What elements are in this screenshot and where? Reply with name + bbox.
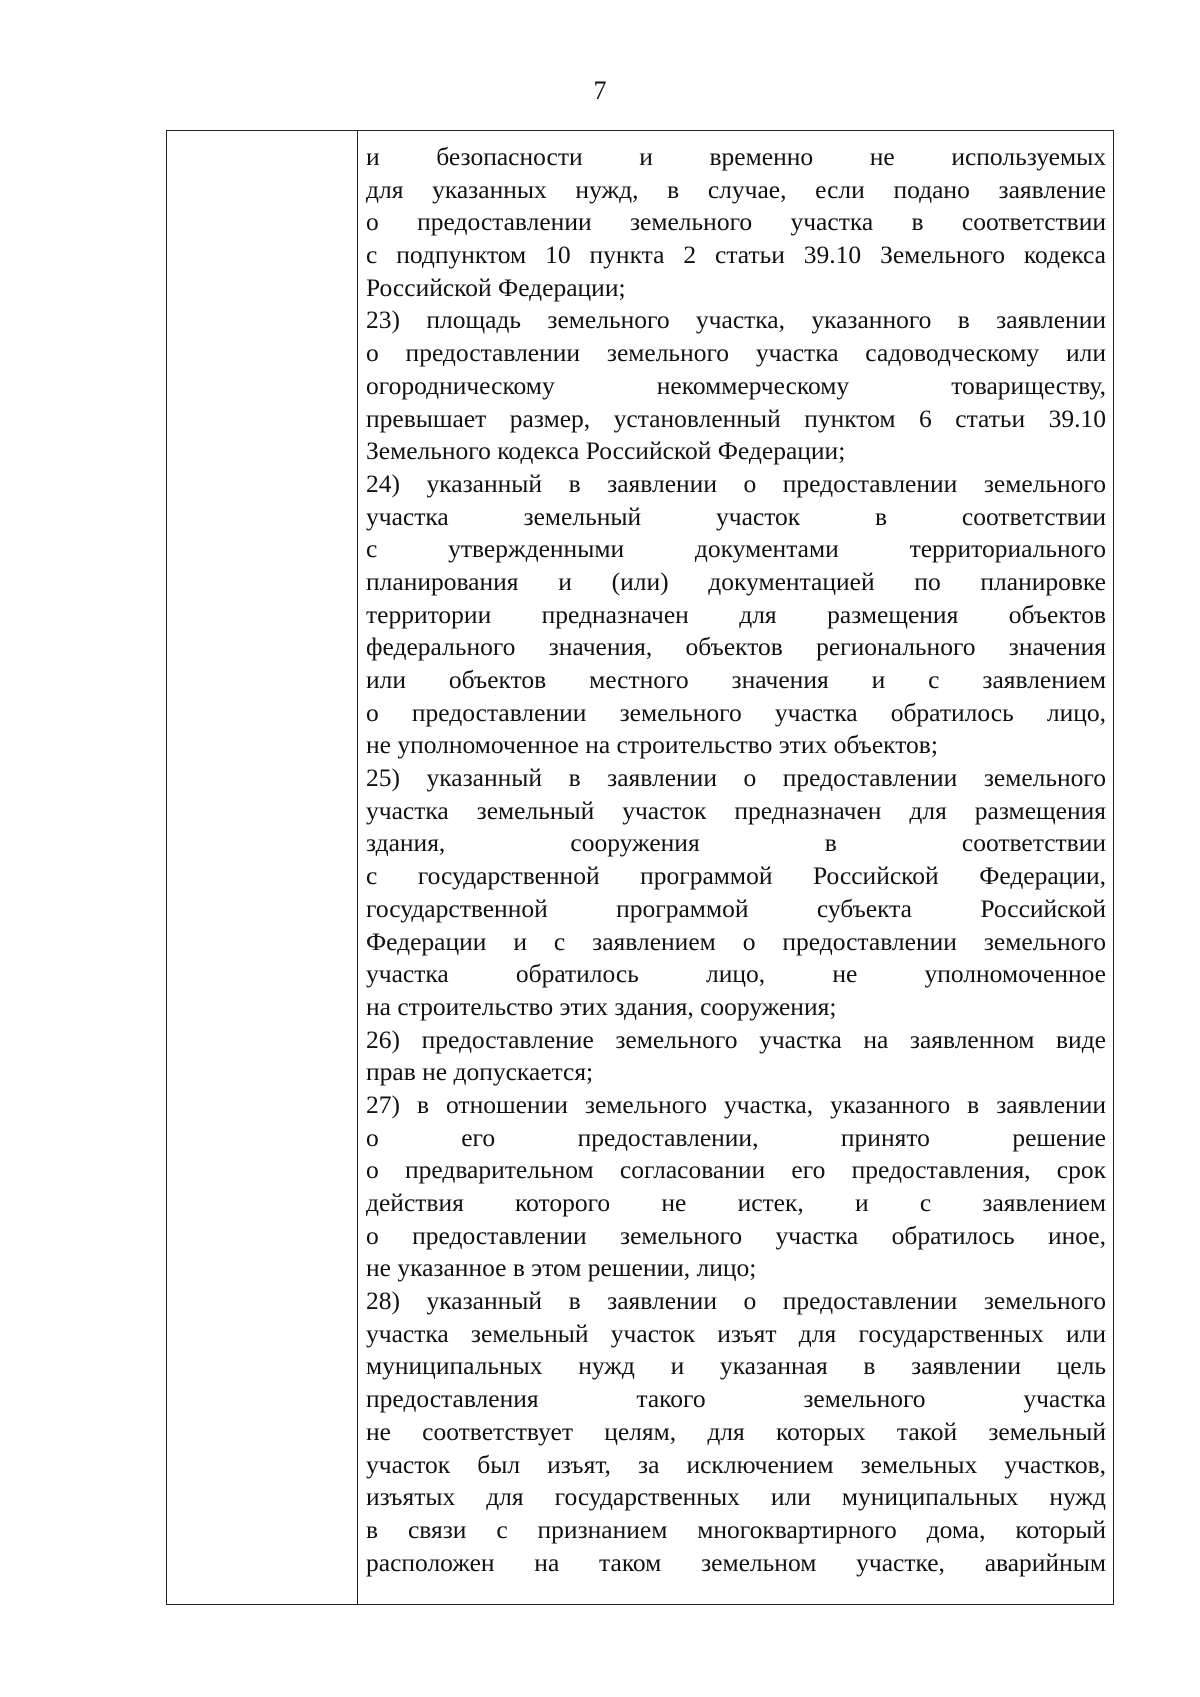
text-line: предоставления такого земельного участка	[366, 1384, 1106, 1414]
text-line: планирования и (или) документацией по планировке	[366, 566, 1106, 596]
text-line: 24) указанный в заявлении о предоставлении земельного	[366, 468, 1106, 498]
text-line: с подпунктом 10 пункта 2 статьи 39.10 Земельного кодекса	[366, 240, 1106, 270]
text-line: прав не допускается;	[366, 1057, 594, 1087]
text-line: не указанное в этом решении, лицо;	[366, 1253, 757, 1283]
text-line: о предоставлении земельного участка обратилось лицо,	[366, 697, 1106, 727]
text-line: участка земельный участок предназначен для размещения	[366, 795, 1106, 825]
text-line: Земельного кодекса Российской Федерации;	[366, 436, 846, 466]
text-line: 27) в отношении земельного участка, указанного в заявлении	[366, 1089, 1106, 1119]
text-line: 28) указанный в заявлении о предоставлении земельного	[366, 1286, 1106, 1316]
text-line: изъятых для государственных или муниципальных нужд	[366, 1482, 1106, 1512]
text-line: в связи с признанием многоквартирного дома, который	[366, 1514, 1106, 1544]
text-line: здания, сооружения в соответствии	[366, 828, 1106, 858]
document-table	[166, 130, 1114, 1605]
text-line: или объектов местного значения и с заявлением	[366, 665, 1106, 694]
table-text-cell	[366, 141, 1106, 1579]
text-line: 23) площадь земельного участка, указанного в заявлении	[366, 305, 1106, 335]
text-line: не уполномоченное на строительство этих объектов;	[366, 730, 938, 760]
page-number: 7	[593, 76, 607, 105]
text-line: о предоставлении земельного участка обратилось иное,	[366, 1220, 1106, 1250]
text-line: участка обратилось лицо, не уполномоченное	[366, 959, 1106, 989]
text-line: о его предоставлении, принято решение	[366, 1122, 1106, 1152]
text-line: превышает размер, установленный пунктом 6 статьи 39.10	[366, 403, 1106, 433]
text-line: с государственной программой Российской Федерации,	[366, 861, 1106, 891]
text-line: о предоставлении земельного участка садоводческому или	[366, 338, 1106, 368]
text-line: на строительство этих здания, сооружения;	[366, 991, 837, 1021]
text-line: 26) предоставление земельного участка на заявленном виде	[366, 1024, 1106, 1054]
text-line: Российской Федерации;	[366, 272, 626, 302]
text-line: действия которого не истек, и с заявлением	[366, 1188, 1106, 1217]
column-divider	[357, 131, 358, 1604]
text-line: участка земельный участок в соответствии	[366, 501, 1106, 531]
text-line: и безопасности и временно не используемых	[366, 142, 1106, 171]
text-line: с утвержденными документами территориального	[366, 534, 1106, 564]
text-line: муниципальных нужд и указанная в заявлении цель	[366, 1351, 1106, 1381]
text-line: огородническому некоммерческому товариществу,	[366, 370, 1106, 400]
text-line: 25) указанный в заявлении о предоставлении земельного	[366, 763, 1106, 793]
text-line: не соответствует целям, для которых такой земельный	[366, 1416, 1106, 1446]
text-line: о предварительном согласовании его предоставления, срок	[366, 1155, 1106, 1185]
text-line: для указанных нужд, в случае, если подано заявление	[366, 174, 1106, 204]
text-line: о предоставлении земельного участка в соответствии	[366, 207, 1106, 237]
text-line: государственной программой субъекта Российской	[366, 893, 1106, 923]
text-line: территории предназначен для размещения объектов	[366, 599, 1106, 629]
text-line: участок был изъят, за исключением земельных участков,	[366, 1449, 1106, 1479]
text-line: федерального значения, объектов регионального значения	[366, 632, 1106, 662]
text-line: участка земельный участок изъят для государственных или	[366, 1318, 1106, 1348]
text-line: расположен на таком земельном участке, аварийным	[366, 1547, 1106, 1577]
text-line: Федерации и с заявлением о предоставлении земельного	[366, 926, 1106, 956]
